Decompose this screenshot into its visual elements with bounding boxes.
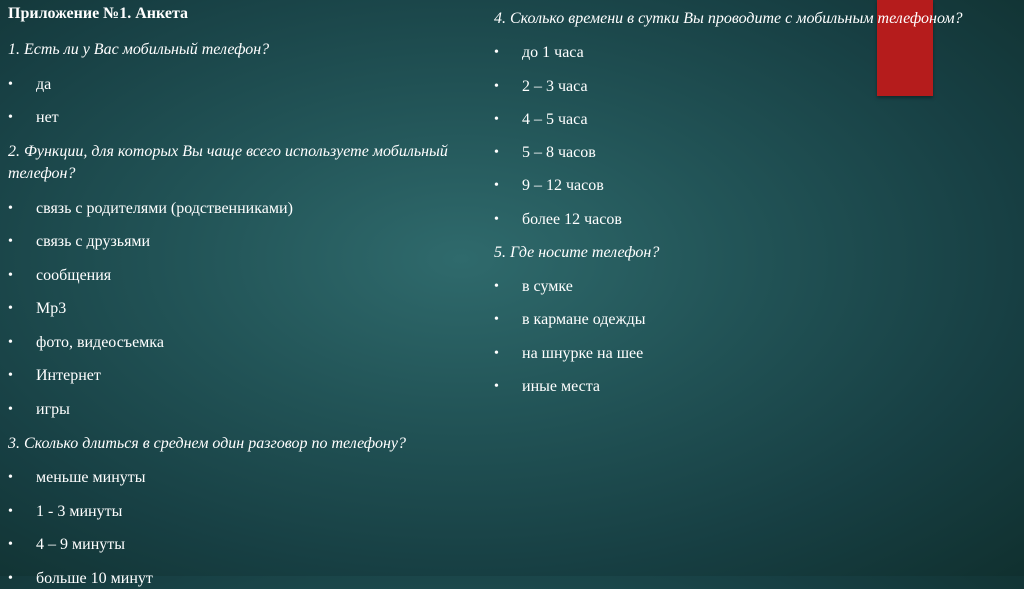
q3-option-less-minute: • меньше минуты <box>8 468 478 488</box>
q2-option-games: • игры <box>8 400 478 420</box>
q3-option-more-10: • больше 10 минут <box>8 569 478 589</box>
question-4: 4. Сколько времени в сутки Вы проводите с мобильным телефоном? <box>494 10 963 27</box>
q4-option-2: • 2 – 3 часа <box>494 77 964 97</box>
q2-option-messages: • сообщения <box>8 266 478 286</box>
q4-option-6: • более 12 часов <box>494 210 964 230</box>
q2-option-mp3: • Мр3 <box>8 299 478 319</box>
q2-option-photo: • фото, видеосъемка <box>8 333 478 353</box>
q4-option-4: • 5 – 8 часов <box>494 143 964 163</box>
q5-option-bag: • в сумке <box>494 277 964 297</box>
q4-option-3: • 4 – 5 часа <box>494 110 964 130</box>
left-column <box>8 0 478 589</box>
q5-option-pocket: • в кармане одежды <box>494 310 964 330</box>
question-2: 2. Функции, для которых Вы чаще всего используете мобильный телефон? <box>8 143 448 182</box>
q5-option-neck-strap: • на шнурке на шее <box>494 344 964 364</box>
q2-option-internet: • Интернет <box>8 366 478 386</box>
q4-option-1: • до 1 часа <box>494 43 964 63</box>
q3-option-4-9: • 4 – 9 минуты <box>8 535 478 555</box>
question-5: 5. Где носите телефон? <box>494 243 660 261</box>
q3-option-1-3: • 1 - 3 минуты <box>8 502 478 522</box>
question-3: 3. Сколько длиться в среднем один разговор по телефону? <box>8 434 406 452</box>
q1-option-yes: • да <box>8 75 478 95</box>
q1-option-no: • нет <box>8 108 478 128</box>
page-title: Приложение №1. Анкета <box>8 5 188 22</box>
right-column <box>494 0 964 397</box>
q2-option-friends: • связь с друзьями <box>8 232 478 252</box>
q2-option-parents: • связь с родителями (родственниками) <box>8 199 478 219</box>
q4-option-5: • 9 – 12 часов <box>494 176 964 196</box>
q5-option-other: • иные места <box>494 377 964 397</box>
question-1: 1. Есть ли у Вас мобильный телефон? <box>8 41 270 58</box>
